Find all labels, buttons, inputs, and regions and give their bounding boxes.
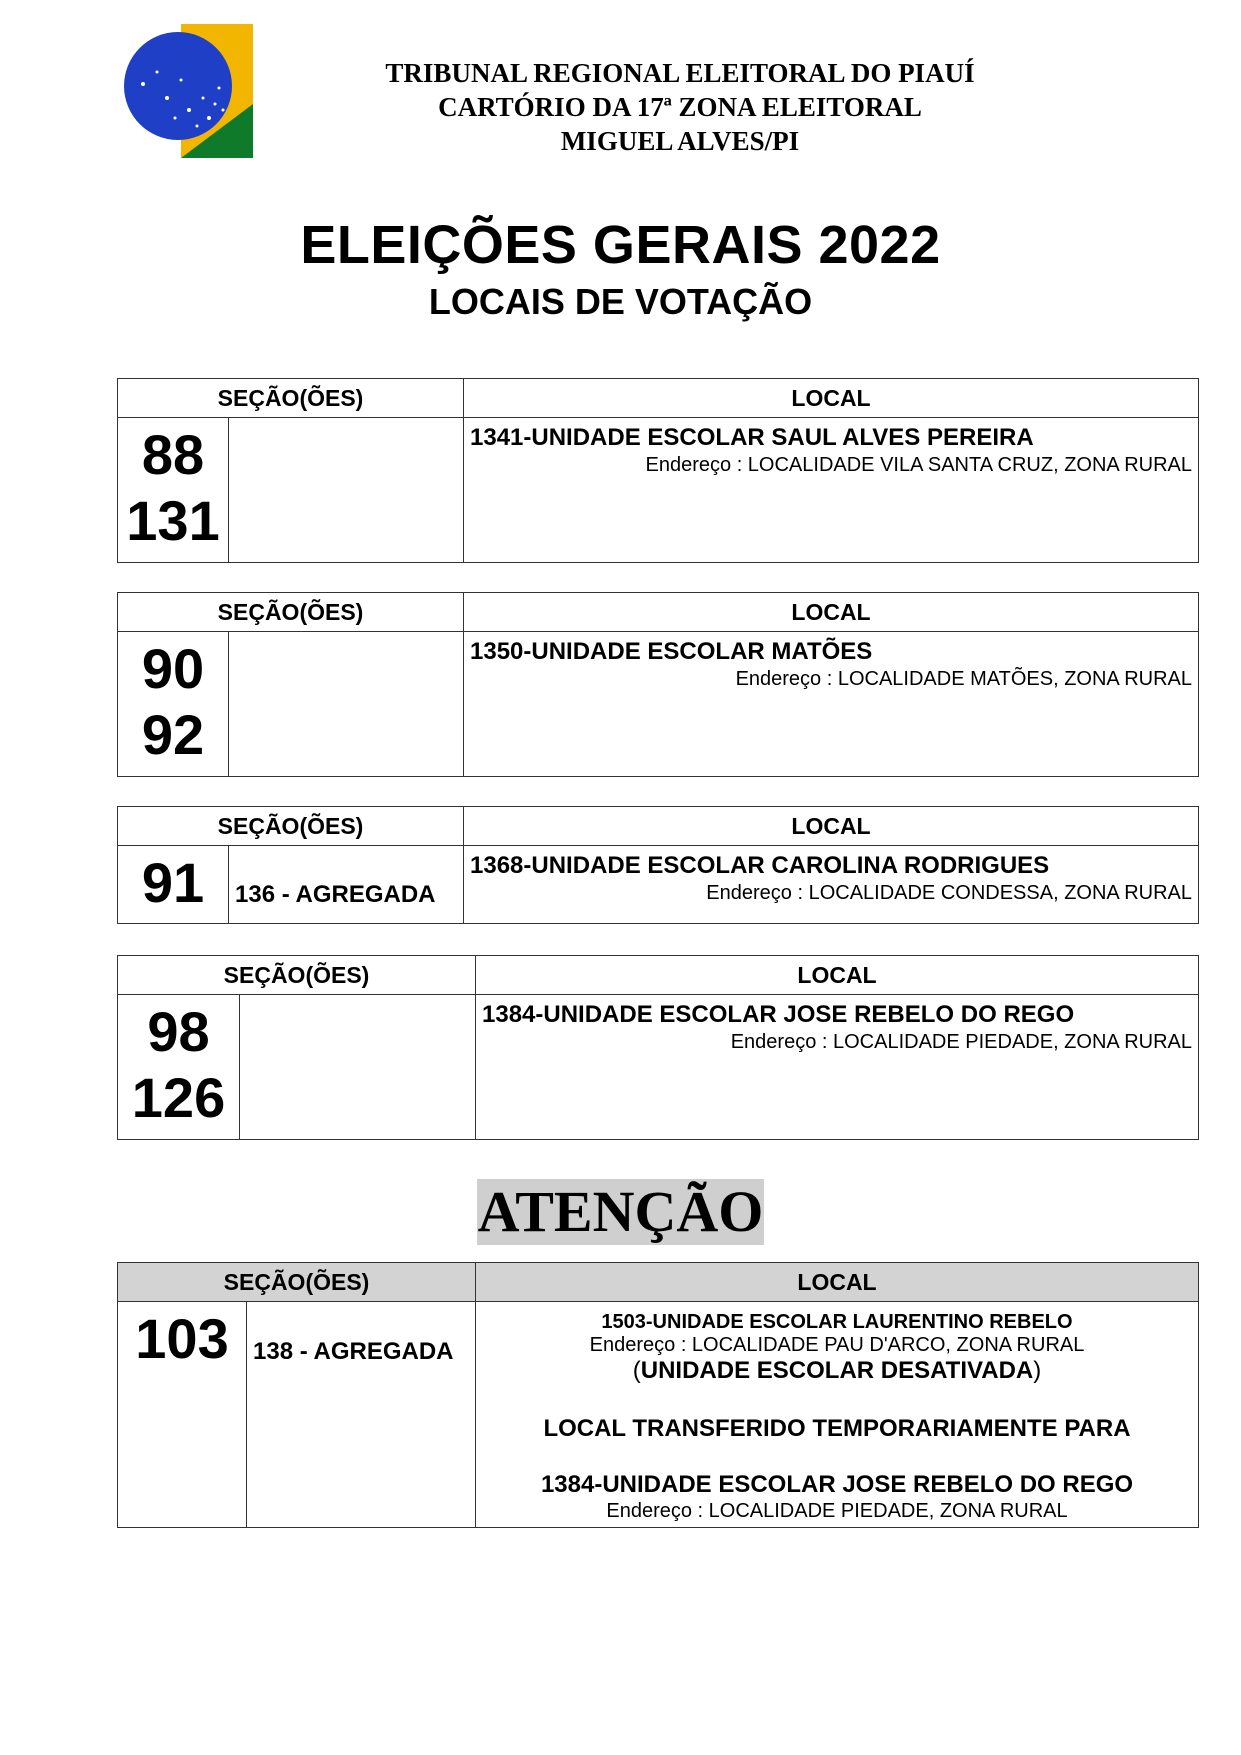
local-header: LOCAL xyxy=(464,593,1199,632)
status-text: UNIDADE ESCOLAR DESATIVADA xyxy=(640,1357,1034,1384)
local-address: Endereço : LOCALIDADE VILA SANTA CRUZ, ZONA RURAL xyxy=(645,454,1192,476)
old-local-name: 1503-UNIDADE ESCOLAR LAURENTINO REBELO xyxy=(601,1311,1073,1333)
justica-eleitoral-logo-icon xyxy=(123,14,253,158)
status-line xyxy=(476,1356,1198,1386)
secoes-header: SEÇÃO(ÕES) xyxy=(118,379,464,418)
header-line-2: CARTÓRIO DA 17ª ZONA ELEITORAL xyxy=(438,92,922,122)
secao-number: 98 xyxy=(147,1000,210,1063)
new-local-name: 1384-UNIDADE ESCOLAR JOSE REBELO DO REGO xyxy=(540,1471,1134,1498)
secao-number: 103 xyxy=(135,1307,229,1370)
paren-open: ( xyxy=(632,1357,641,1384)
page-subtitle: LOCAIS DE VOTAÇÃO xyxy=(428,281,813,322)
secao-numbers xyxy=(118,632,229,777)
old-local-address: Endereço : LOCALIDADE PAU D'ARCO, ZONA RURAL xyxy=(589,1334,1085,1356)
page-title: ELEIÇÕES GERAIS 2022 xyxy=(300,215,941,275)
local-name: 1341-UNIDADE ESCOLAR SAUL ALVES PEREIRA xyxy=(470,424,1034,451)
secao-number: 90 xyxy=(141,637,205,700)
local-header: LOCAL xyxy=(464,379,1199,418)
secao-number: 131 xyxy=(126,489,220,552)
secoes-header: SEÇÃO(ÕES) xyxy=(118,807,464,846)
institution-header xyxy=(330,56,1030,158)
attention-label: ATENÇÃO xyxy=(477,1179,764,1244)
local-cell xyxy=(464,418,1199,563)
transfer-note: LOCAL TRANSFERIDO TEMPORARIAMENTE PARA xyxy=(543,1415,1131,1442)
local-name: 1368-UNIDADE ESCOLAR CAROLINA RODRIGUES xyxy=(470,852,1050,879)
agregada-cell xyxy=(240,995,476,1140)
agregada-cell: 138 - AGREGADA xyxy=(247,1302,476,1528)
secao-numbers xyxy=(118,1302,247,1528)
section-table xyxy=(117,955,1199,1140)
secao-numbers xyxy=(118,995,240,1140)
secao-number: 88 xyxy=(141,423,205,486)
local-address: Endereço : LOCALIDADE CONDESSA, ZONA RURAL xyxy=(706,882,1192,904)
local-address: Endereço : LOCALIDADE MATÕES, ZONA RURAL xyxy=(735,668,1192,690)
agregada-cell xyxy=(229,418,464,563)
agregada-cell xyxy=(229,632,464,777)
secao-number: 126 xyxy=(131,1066,226,1129)
local-header: LOCAL xyxy=(476,1263,1199,1302)
local-header: LOCAL xyxy=(464,807,1199,846)
secoes-header: SEÇÃO(ÕES) xyxy=(118,1263,476,1302)
secao-numbers xyxy=(118,418,229,563)
local-cell xyxy=(476,995,1199,1140)
attention-table xyxy=(117,1262,1199,1528)
secoes-header: SEÇÃO(ÕES) xyxy=(118,956,476,995)
local-name: 1384-UNIDADE ESCOLAR JOSE REBELO DO REGO xyxy=(482,1001,1075,1028)
local-cell xyxy=(464,632,1199,777)
secao-number: 92 xyxy=(141,703,205,766)
header-line-3: MIGUEL ALVES/PI xyxy=(560,126,800,156)
section-table xyxy=(117,806,1199,924)
section-table xyxy=(117,378,1199,563)
secao-numbers xyxy=(118,846,229,924)
local-header: LOCAL xyxy=(476,956,1199,995)
new-local-address: Endereço : LOCALIDADE PIEDADE, ZONA RURAL xyxy=(606,1500,1068,1522)
agregada-cell: 136 - AGREGADA xyxy=(229,846,464,924)
local-cell xyxy=(464,846,1199,924)
local-name: 1350-UNIDADE ESCOLAR MATÕES xyxy=(470,638,873,665)
section-table xyxy=(117,592,1199,777)
local-address: Endereço : LOCALIDADE PIEDADE, ZONA RURAL xyxy=(730,1031,1192,1053)
alert-local-cell xyxy=(476,1302,1199,1528)
secoes-header: SEÇÃO(ÕES) xyxy=(118,593,464,632)
header-line-1: TRIBUNAL REGIONAL ELEITORAL DO PIAUÍ xyxy=(385,58,975,88)
secao-number: 91 xyxy=(141,851,205,914)
paren-close: ) xyxy=(1033,1357,1042,1384)
